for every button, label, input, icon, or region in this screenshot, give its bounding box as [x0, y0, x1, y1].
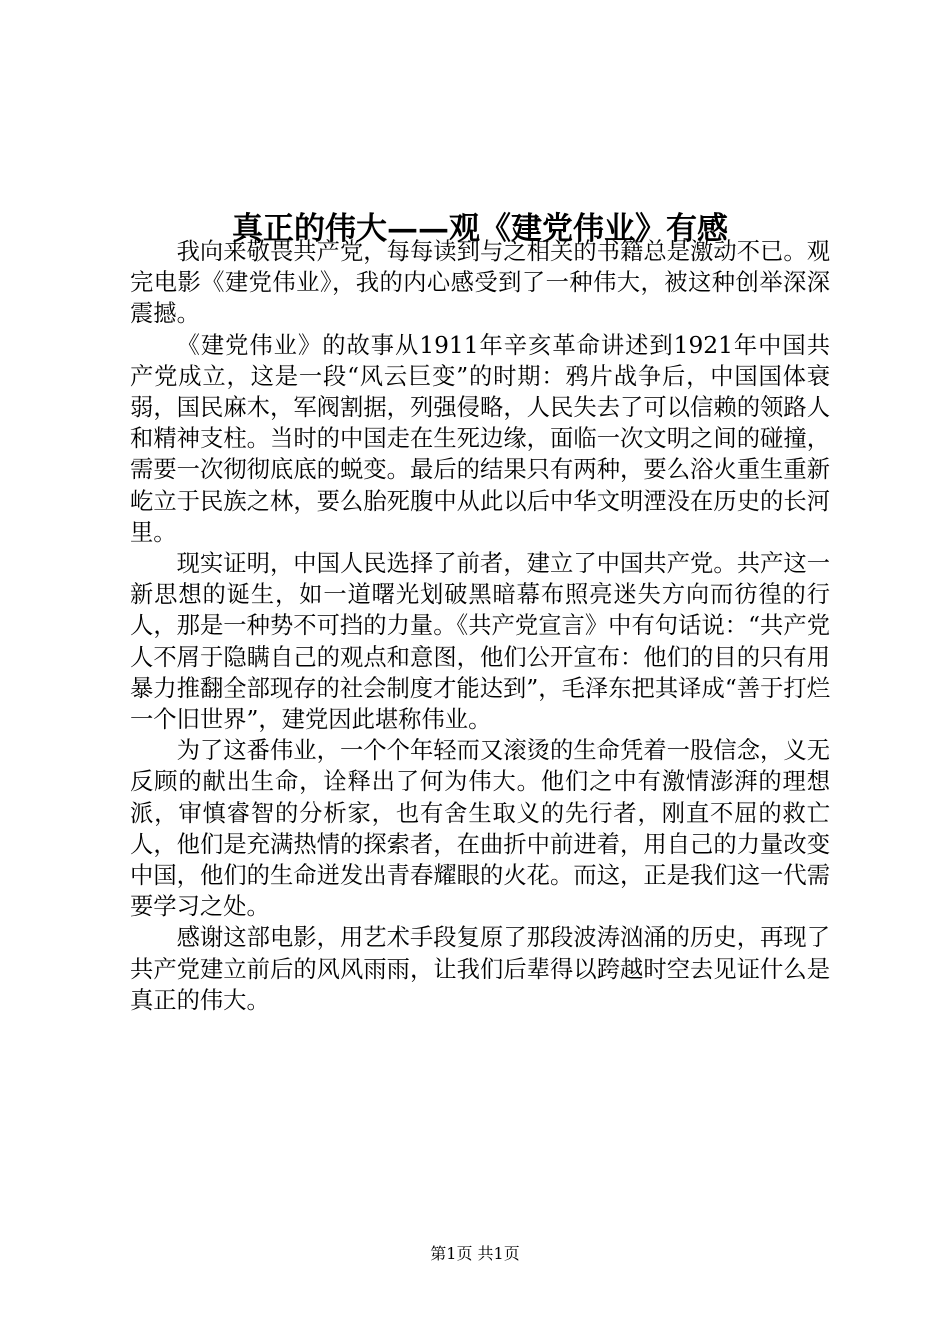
paragraph-5: 感谢这部电影，用艺术手段复原了那段波涛汹涌的历史，再现了共产党建立前后的风风雨雨，让我们后辈得以跨越时空去见证什么是真正的伟大。 [130, 924, 830, 1014]
paragraph-1: 我向来敬畏共产党，每每读到与之相关的书籍总是激动不已。观完电影《建党伟业》，我的内心感受到了一种伟大，被这种创举深深震撼。 [130, 238, 830, 328]
paragraph-3: 现实证明，中国人民选择了前者，建立了中国共产党。共产这一新思想的诞生，如一道曙光划破黑暗幕布照亮迷失方向而彷徨的行人，那是一种势不可挡的力量。《共产党宣言》中有句话说：“共产党人不屑于隐瞒自己的观点和意图，他们公开宣布：他们的目的只有用暴力推翻全部现存的社会制度才能达到”，毛泽东把其译成“善于打烂一个旧世界”，建党因此堪称伟业。 [130, 550, 830, 734]
paragraph-4: 为了这番伟业，一个个年轻而又滚烫的生命凭着一股信念，义无反顾的献出生命，诠释出了何为伟大。他们之中有激情澎湃的理想派，审慎睿智的分析家，也有舍生取义的先行者，刚直不屈的救亡人，他们是充满热情的探索者，在曲折中前进着，用自己的力量改变中国，他们的生命迸发出青春耀眼的火花。而这，正是我们这一代需要学习之处。 [130, 737, 830, 921]
document-title: 真正的伟大——观《建党伟业》有感 [232, 210, 728, 247]
document-body [130, 236, 830, 1016]
paragraph-2: 《建党伟业》的故事从1911年辛亥革命讲述到1921年中国共产党成立，这是一段“风云巨变”的时期：鸦片战争后，中国国体衰弱，国民麻木，军阀割据，列强侵略，人民失去了可以信赖的领路人和精神支柱。当时的中国走在生死边缘，面临一次文明之间的碰撞，需要一次彻彻底底的蜕变。最后的结果只有两种，要么浴火重生重新屹立于民族之林，要么胎死腹中从此以后中华文明湮没在历史的长河里。 [130, 331, 830, 546]
page-footer: 第1页 共1页 [430, 1244, 520, 1263]
